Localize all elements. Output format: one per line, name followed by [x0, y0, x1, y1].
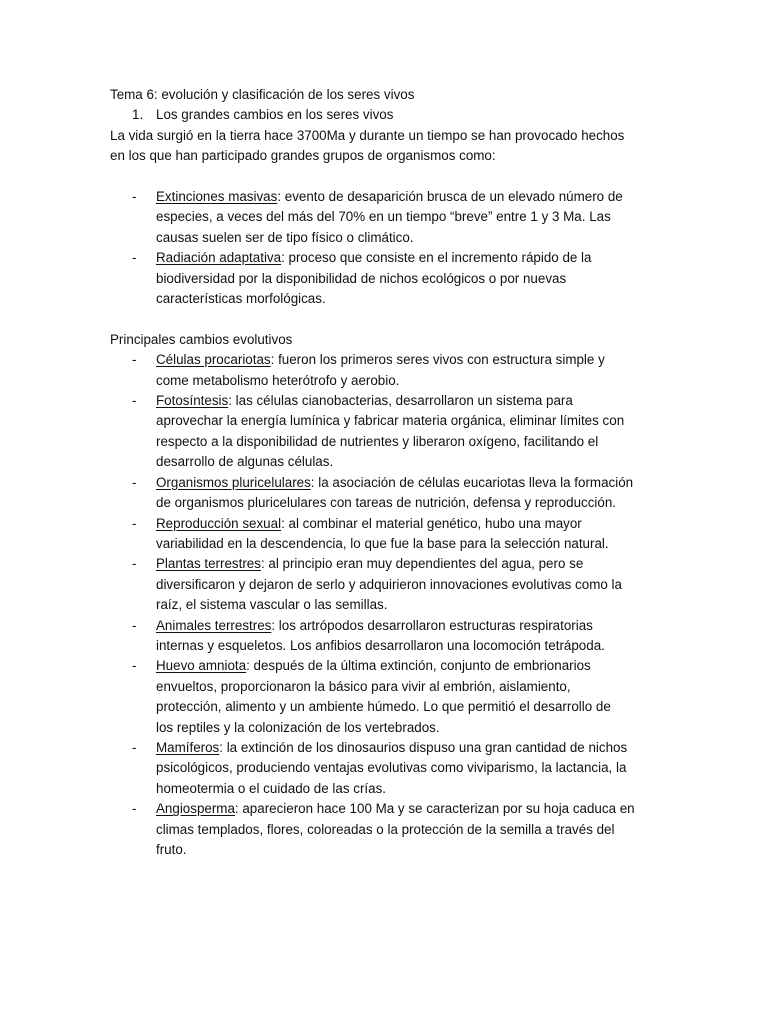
term-label: Animales terrestres [156, 617, 272, 633]
intro-line-2: en los que han participado grandes grupos de organismos como: [110, 148, 496, 164]
term-label: Huevo amniota [156, 658, 247, 674]
bullet-dash: - [132, 515, 137, 531]
section-heading-1 [110, 105, 670, 125]
term-description: : los artrópodos desarrollaron estructuras respiratorias [271, 617, 593, 633]
bullet-dash: - [132, 189, 137, 205]
term-label: Extinciones masivas [156, 189, 278, 205]
document-page [110, 85, 670, 860]
list-item-line: respecto a la disponibilidad de nutrientes y liberaron oxígeno, facilitando el [156, 433, 599, 449]
list-item-line: psicológicos, produciendo ventajas evolutivas como viviparismo, la lactancia, la [156, 760, 627, 776]
bullet-dash: - [132, 352, 137, 368]
term-description: : las células cianobacterias, desarrollaron un sistema para [228, 393, 573, 409]
list-item [110, 738, 670, 799]
term-description: : al principio eran muy dependientes del agua, pero se [260, 556, 584, 572]
term-description: : al combinar el material genético, hubo una mayor [281, 515, 582, 531]
bullet-dash: - [132, 617, 137, 633]
bullet-dash: - [132, 801, 137, 817]
list-item-line [156, 514, 670, 534]
list-item-line: protección, alimento y un ambiente húmedo. Lo que permitió el desarrollo de [156, 699, 611, 715]
list-item [110, 554, 670, 615]
term-label: Reproducción sexual [156, 515, 282, 531]
list-item-line [156, 738, 670, 758]
list-item-line: desarrollo de algunas células. [156, 454, 334, 470]
term-label: Fotosíntesis [156, 393, 229, 409]
list-item-line [156, 799, 670, 819]
list-item-line [156, 248, 670, 268]
list-item-line: variabilidad en la descendencia, lo que fue la base para la selección natural. [156, 535, 609, 551]
blank-line [110, 167, 670, 187]
section-heading-2: Principales cambios evolutivos [110, 331, 293, 347]
bullet-dash: - [132, 658, 137, 674]
list-item-line: internas y esqueletos. Los anfibios desarrollaron una locomoción tetrápoda. [156, 637, 605, 653]
blank-line [110, 309, 670, 329]
list-item-line: climas templados, flores, coloreadas o la protección de la semilla a través del [156, 821, 615, 837]
term-label: Organismos pluricelulares [156, 474, 311, 490]
list-item-line [156, 656, 670, 676]
list-item-line [156, 350, 670, 370]
term-description: : aparecieron hace 100 Ma y se caracterizan por su hoja caduca en [234, 801, 635, 817]
document-title: Tema 6: evolución y clasificación de los seres vivos [110, 87, 415, 102]
list-item-line: diversificaron y dejaron de serlo y adquirieron innovaciones evolutivas como la [156, 576, 622, 592]
bullet-list-evolutionary-changes [110, 350, 670, 860]
term-label: Células procariotas [156, 352, 271, 368]
bullet-dash: - [132, 739, 137, 755]
intro-line-1: La vida surgió en la tierra hace 3700Ma y durante un tiempo se han provocado hechos [110, 127, 625, 143]
term-label: Radiación adaptativa [156, 250, 282, 266]
bullet-list-major-events [110, 187, 670, 309]
list-item-line [156, 616, 670, 636]
term-description: : proceso que consiste en el incremento rápido de la [281, 250, 592, 266]
list-item-line: biodiversidad por la disponibilidad de nichos ecológicos o por nuevas [156, 270, 567, 286]
list-item-line: envueltos, proporcionaron la básico para vivir al embrión, aislamiento, [156, 678, 571, 694]
list-item [110, 799, 670, 860]
list-item [110, 350, 670, 391]
term-description: : evento de desaparición brusca de un elevado número de [277, 189, 623, 205]
list-item [110, 391, 670, 473]
list-item-line [156, 187, 670, 207]
list-item-line [156, 554, 670, 574]
list-item-line [156, 473, 670, 493]
term-description: : la extinción de los dinosaurios dispuso una gran cantidad de nichos [219, 739, 628, 755]
list-item [110, 473, 670, 514]
term-description: : fueron los primeros seres vivos con estructura simple y [270, 352, 605, 368]
term-label: Mamíferos [156, 739, 220, 755]
list-item-line: come metabolismo heterótrofo y aerobio. [156, 372, 400, 388]
term-description: : después de la última extinción, conjunto de embrionarios [246, 658, 591, 674]
list-item-line: características morfológicas. [156, 291, 326, 307]
list-item [110, 656, 670, 738]
list-item-line: aprovechar la energía lumínica y fabricar materia orgánica, eliminar límites con [156, 413, 625, 429]
list-item-line: los reptiles y la colonización de los vertebrados. [156, 719, 440, 735]
list-item [110, 514, 670, 555]
bullet-dash: - [132, 250, 137, 266]
list-item [110, 187, 670, 248]
list-item-line: de organismos pluricelulares con tareas de nutrición, defensa y reproducción. [156, 495, 617, 511]
term-description: : la asociación de células eucariotas lleva la formación [310, 474, 634, 490]
list-item-line [156, 391, 670, 411]
list-item-line: fruto. [156, 842, 187, 857]
list-item-line: raíz, el sistema vascular o las semillas. [156, 597, 388, 613]
list-item-line: causas suelen ser de tipo físico o climático. [156, 229, 414, 245]
list-item-line: especies, a veces del más del 70% en un tiempo “breve” entre 1 y 3 Ma. Las [156, 209, 611, 225]
list-item-line: homeotermia o el cuidado de las crías. [156, 780, 386, 796]
list-item [110, 248, 670, 309]
term-label: Angiosperma [156, 801, 235, 817]
bullet-dash: - [132, 556, 137, 572]
term-label: Plantas terrestres [156, 556, 261, 572]
section-heading-text: Los grandes cambios en los seres vivos [156, 107, 394, 123]
list-item [110, 616, 670, 657]
bullet-dash: - [132, 393, 137, 409]
bullet-dash: - [132, 474, 137, 490]
section-number: 1. [132, 107, 144, 123]
